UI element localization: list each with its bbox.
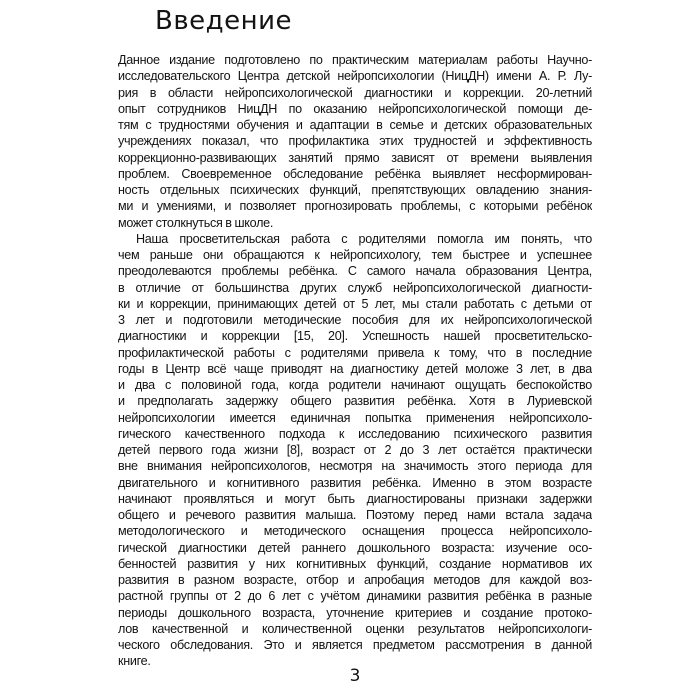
text-line: гической диагностики детей раннего дошкольного возраста: изучение осо- bbox=[118, 540, 592, 555]
text-line: в отличие от большинства других служб нейропсихологической диагности- bbox=[118, 280, 592, 295]
text-line: Наша просветительская работа с родителями помогла им понять, что bbox=[136, 231, 592, 246]
text-line: вне внимания нейропсихологов, несмотря на значимость этого периода для bbox=[118, 459, 592, 474]
text-line: исследовательского Центра детской нейропсихологии (НицДН) имени А. Р. Лу- bbox=[118, 69, 592, 84]
text-line: развития в разном возрасте, отбор и апробация методов для каждой воз- bbox=[118, 573, 592, 587]
text-line: профилактической работы с родителями привела к тому, что в последние bbox=[118, 345, 592, 360]
text-line: может столкнуться в школе. bbox=[118, 215, 274, 230]
text-line: учреждениях показал, что профилактика этих трудностей и эффективность bbox=[118, 134, 592, 149]
page-title: Введение bbox=[155, 6, 293, 36]
text-line: ки и коррекции, принимающих детей от 5 лет, мы стали работать с детьми от bbox=[118, 296, 592, 311]
text-line: лов качественной и количественной оценки результатов нейропсихологи- bbox=[118, 621, 592, 636]
text-line: Данное издание подготовлено по практическим материалам работы Научно- bbox=[118, 53, 592, 67]
text-line: общего и речевого развития малыша. Поэтому перед нами встала задача bbox=[118, 508, 592, 522]
text-line: годы в Центр всё чаще приводят на диагностику детей моложе 3 лет, в два bbox=[118, 361, 592, 376]
text-line: коррекционно-развивающих занятий прямо зависят от времени выявления bbox=[118, 150, 592, 165]
text-line: методологического и методического оснащения процесса нейропсихоло- bbox=[118, 524, 592, 539]
text-line: проблем. Своевременное обследование ребёнка выявляет несформирован- bbox=[118, 166, 592, 181]
text-line: тям с трудностями обучения и адаптации в семье и детских образовательных bbox=[118, 118, 592, 132]
text-line: нейропсихологии имеется единичная попытка применения нейропсихоло- bbox=[118, 410, 592, 425]
text-line: книге. bbox=[118, 654, 151, 669]
text-line: рия в области нейропсихологической диагностики и коррекции. 20-летний bbox=[118, 85, 592, 100]
text-line: ми и умениями, и позволяет прогнозировать проблемы, с которыми ребёнок bbox=[118, 199, 592, 214]
text-line: двигательного и когнитивного развития ребёнка. Именно в этом возрасте bbox=[118, 475, 592, 490]
text-line: опыт сотрудников НицДН по оказанию нейропсихологической помощи де- bbox=[118, 101, 592, 116]
text-line: диагностики и коррекции [15, 20]. Успешность нашей просветительско- bbox=[118, 329, 592, 344]
text-line: периоды дошкольного возраста, уточнение критериев и создание протоко- bbox=[118, 605, 592, 620]
text-line: растной группы от 2 до 6 лет с учётом динамики развития ребёнка в разные bbox=[118, 589, 592, 604]
text-line: 3 лет и подготовили методические пособия для их нейропсихологической bbox=[118, 313, 592, 327]
text-line: чем раньше они обращаются к нейропсихологу, тем быстрее и успешнее bbox=[118, 248, 592, 262]
text-line: бенностей развития у них когнитивных функций, создание нормативов их bbox=[118, 556, 592, 571]
text-line: и два с половиной года, когда родители начинают ощущать беспокойство bbox=[118, 378, 592, 392]
text-line: ческого обследования. Это и является предметом рассмотрения в данной bbox=[118, 638, 592, 652]
text-line: гического качественного подхода к исследованию психического развития bbox=[118, 426, 592, 441]
text-line: преодолеваются проблемы ребёнка. С самого начала образования Центра, bbox=[118, 264, 592, 279]
text-line: начинают проявляться и могут быть диагностированы признаки задержки bbox=[118, 491, 592, 506]
text-line: и предполагать задержку общего развития ребёнка. Хотя в Луриевской bbox=[118, 394, 592, 409]
text-line: ность отдельных психических функций, препятствующих овладению знания- bbox=[118, 183, 592, 197]
text-line: детей первого года жизни [8], возраст от 2 до 3 лет остаётся практически bbox=[118, 443, 592, 457]
body-text bbox=[118, 52, 592, 670]
page-number: 3 bbox=[349, 666, 361, 686]
